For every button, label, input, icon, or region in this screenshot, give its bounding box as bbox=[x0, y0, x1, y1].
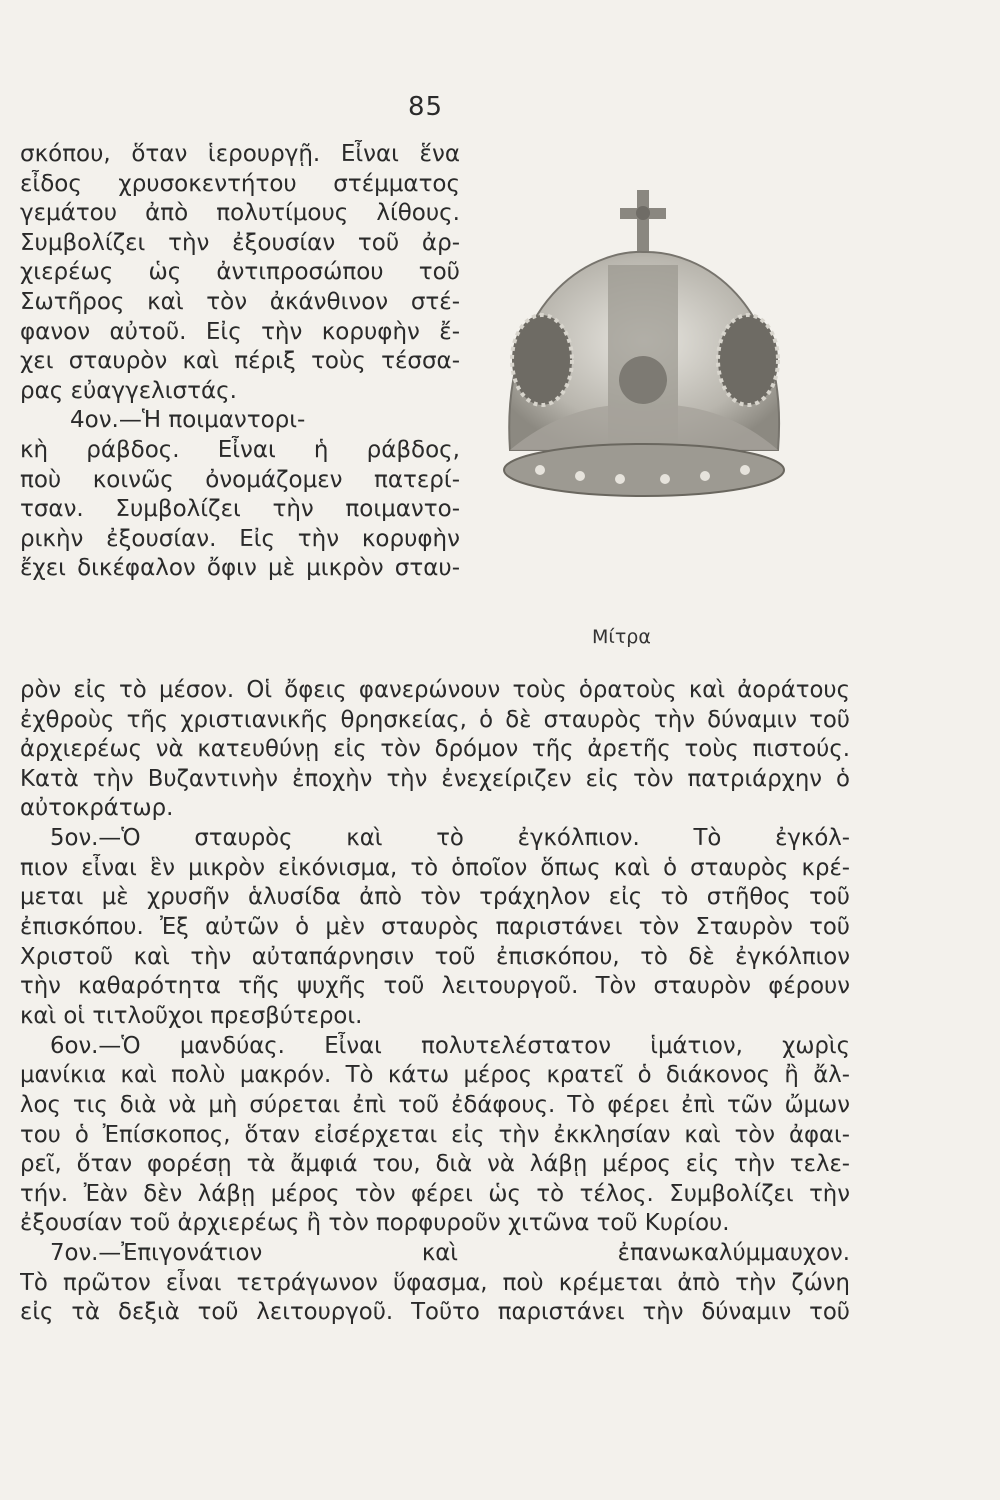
text-line: ἔχει δικέφαλον ὄφιν μὲ μικρὸν σταυ- bbox=[20, 555, 460, 582]
text-line: ποὺ κοινῶς ὀνομάζομεν πατερί- bbox=[20, 466, 460, 493]
text-line: τὴν καθαρότητα τῆς ψυχῆς τοῦ λειτουργοῦ. Τὸν σταυρὸν φέρουν bbox=[20, 973, 850, 1000]
text-line: Σωτῆρος καὶ τὸν ἀκάνθινον στέ- bbox=[20, 288, 460, 315]
text-line: χει σταυρὸν καὶ πέριξ τοὺς τέσσα- bbox=[20, 348, 460, 375]
text-line: γεμάτου ἀπὸ πολυτίμους λίθους. bbox=[20, 200, 460, 227]
section-heading: 4ον.—Ἡ ποιμαντορι- bbox=[70, 407, 306, 434]
text-line: ἐπισκόπου. Ἐξ αὐτῶν ὁ μὲν σταυρὸς παριστάνει τὸν Σταυρὸν τοῦ bbox=[20, 914, 850, 941]
text-line: φανον αὐτοῦ. Εἰς τὴν κορυφὴν ἔ- bbox=[20, 318, 460, 345]
text-line: Κατὰ τὴν Βυζαντινὴν ἐποχὴν τὴν ἐνεχείριζεν εἰς τὸν πατριάρχην ὁ bbox=[20, 765, 850, 792]
text-line: μεται μὲ χρυσῆν ἁλυσίδα ἀπὸ τὸν τράχηλον εἰς τὸ στῆθος τοῦ bbox=[20, 884, 850, 911]
text-line: ρικὴν ἐξουσίαν. Εἰς τὴν κορυφὴν bbox=[20, 525, 460, 552]
text-line: Τὸ πρῶτον εἶναι τετράγωνον ὕφασμα, ποὺ κρέμεται ἀπὸ τὴν ζώνη bbox=[20, 1269, 850, 1296]
text-line: λος τις διὰ νὰ μὴ σύρεται ἐπὶ τοῦ ἐδάφους. Τὸ φέρει ἐπὶ τῶν ὤμων bbox=[20, 1091, 850, 1118]
section-heading: 6ον.—Ὁ μανδύας. Εἶναι πολυτελέστατον ἱμάτιον, χωρὶς bbox=[50, 1032, 850, 1059]
text-line: κὴ ράβδος. Εἶναι ἡ ράβδος, bbox=[20, 436, 460, 463]
text-line: ρὸν εἰς τὸ μέσον. Οἱ ὄφεις φανερώνουν τοὺς ὁρατοὺς καὶ ἀοράτους bbox=[20, 677, 850, 703]
text-line: εἶδος χρυσοκεντήτου στέμματος bbox=[20, 170, 460, 197]
text-line: πιον εἶναι ἓν μικρὸν εἰκόνισμα, τὸ ὁποῖον ὅπως καὶ ὁ σταυρὸς κρέ- bbox=[20, 854, 850, 881]
text-line: του ὁ Ἐπίσκοπος, ὅταν εἰσέρχεται εἰς τὴν ἐκκλησίαν καὶ τὸν ἀφαι- bbox=[20, 1121, 850, 1148]
text-line: ἀρχιερέως νὰ κατευθύνῃ εἰς τὸν δρόμον τῆς ἀρετῆς τοὺς πιστούς. bbox=[20, 736, 850, 763]
text-line: ρας εὐαγγελιστάς. bbox=[20, 377, 237, 404]
text-line: τσαν. Συμβολίζει τὴν ποιμαντο- bbox=[20, 496, 460, 523]
figure-caption: Μίτρα bbox=[592, 626, 651, 648]
text-line: ρεῖ, ὅταν φορέσῃ τὰ ἄμφιά του, διὰ νὰ λάβῃ μέρος εἰς τὴν τελε- bbox=[20, 1151, 850, 1178]
full-width-text bbox=[20, 676, 850, 1328]
section-heading: 7ον.—Ἐπιγονάτιον καὶ ἐπανωκαλύμμαυχον. bbox=[50, 1240, 850, 1267]
text-line: ἐξουσίαν τοῦ ἀρχιερέως ἢ τὸν πορφυροῦν χιτῶνα τοῦ Κυρίου. bbox=[20, 1210, 730, 1237]
text-line: μανίκια καὶ πολὺ μακρόν. Τὸ κάτω μέρος κρατεῖ ὁ διάκονος ἢ ἄλ- bbox=[20, 1062, 850, 1089]
text-line: τήν. Ἐὰν δὲν λάβῃ μέρος τὸν φέρει ὡς τὸ τέλος. Συμβολίζει τὴν bbox=[20, 1180, 850, 1207]
text-line: σκόπου, ὅταν ἱερουργῇ. Εἶναι ἕνα bbox=[20, 141, 460, 167]
text-line: Χριστοῦ καὶ τὴν αὐταπάρνησιν τοῦ ἐπισκόπου, τὸ δὲ ἐγκόλπιον bbox=[20, 943, 850, 970]
text-line: εἰς τὰ δεξιὰ τοῦ λειτουργοῦ. Τοῦτο παριστάνει τὴν δύναμιν τοῦ bbox=[20, 1299, 850, 1326]
text-line: αὐτοκράτωρ. bbox=[20, 795, 174, 822]
text-line: χιερέως ὡς ἀντιπροσώπου τοῦ bbox=[20, 259, 460, 286]
text-line: καὶ οἱ τιτλοῦχοι πρεσβύτεροι. bbox=[20, 1002, 363, 1029]
text-line: Συμβολίζει τὴν ἐξουσίαν τοῦ ἀρ- bbox=[20, 229, 460, 256]
left-column-text bbox=[20, 140, 460, 584]
mitre-illustration-icon bbox=[480, 180, 850, 580]
section-heading: 5ον.—Ὁ σταυρὸς καὶ τὸ ἐγκόλπιον. Τὸ ἐγκόλ- bbox=[50, 825, 850, 852]
text-line: ἐχθροὺς τῆς χριστιανικῆς θρησκείας, ὁ δὲ σταυρὸς τὴν δύναμιν τοῦ bbox=[20, 706, 850, 733]
page-number: 85 bbox=[408, 92, 444, 122]
